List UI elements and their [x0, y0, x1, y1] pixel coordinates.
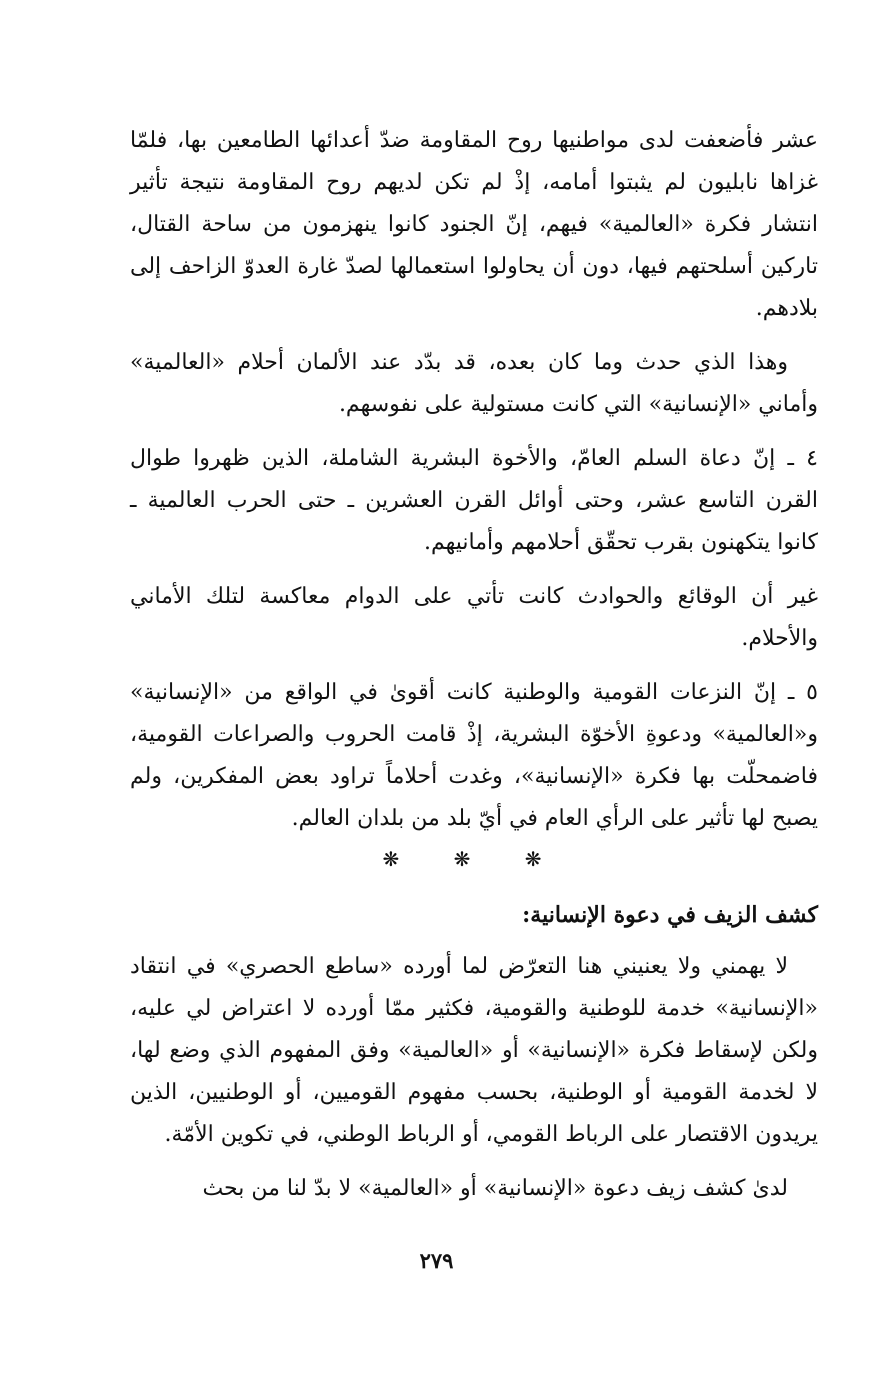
paragraph-events: غير أن الوقائع والحوادث كانت تأتي على الدوام معاكسة لتلك الأماني والأحلام. [130, 584, 818, 651]
page-number: ٢٧٩ [419, 1248, 454, 1273]
paragraph-germans: وهذا الذي حدث وما كان بعده، قد بدّد عند الألمان أحلام «العالمية» وأماني «الإنسانية» التي كانت مستولية على نفوسهم. [130, 350, 818, 417]
paragraph-point-4: ٤ ـ إنّ دعاة السلم العامّ، والأخوة البشرية الشاملة، الذين ظهروا طوال القرن التاسع عشر، وحتى أوائل القرن العشرين ـ حتى الحرب العالمية ـ كانوا يتكهنون بقرب تحقّق أحلامهم وأمانيهم. [130, 446, 818, 555]
section-separator: ❋ ❋ ❋ [382, 847, 566, 871]
paragraph-critique: لا يهمني ولا يعنيني هنا التعرّض لما أورده «ساطع الحصري» في انتقاد «الإنسانية» خدمة للوطنية والقومية، فكثير ممّا أورده لا اعتراض لي عليه، ولكن لإسقاط فكرة «الإنسانية» أو «العالمية» وفق المفهوم الذي وضع لها، لا لخدمة القومية أو الوطنية، بحسب مفهوم القوميين، أو الوطنيين، الذين يريدون الاقتصار على الرباط القومي، أو الرباط الوطني، في تكوين الأمّة. [130, 954, 818, 1147]
paragraph-continuation: عشر فأضعفت لدى مواطنيها روح المقاومة ضدّ أعدائها الطامعين بها، فلمّا غزاها نابليون لم يثبتوا أمامه، إذْ لم تكن لديهم روح المقاومة نتيجة تأثير انتشار فكرة «العالمية» فيهم، إنّ الجنود كانوا ينهزمون من ساحة القتال، تاركين أسلحتهم فيها، دون أن يحاولوا استعمالها لصدّ غارة العدوّ الزاحف إلى بلادهم. [130, 128, 818, 321]
section-heading: كشف الزيف في دعوة الإنسانية: [522, 902, 818, 928]
paragraph-point-5: ٥ ـ إنّ النزعات القومية والوطنية كانت أقوىٰ في الواقع من «الإنسانية» و«العالمية» ودعوةِ الأخوّة البشرية، إذْ قامت الحروب والصراعات القومية، فاضمحلّت بها فكرة «الإنسانية»، وغدت أحلاماً تراود بعض المفكرين، ولم يصبح لها تأثير على الرأي العام في أيّ بلد من بلدان العالم. [130, 680, 818, 831]
paragraph-closing: لدىٰ كشف زيف دعوة «الإنسانية» أو «العالمية» لا بدّ لنا من بحث [202, 1176, 788, 1201]
